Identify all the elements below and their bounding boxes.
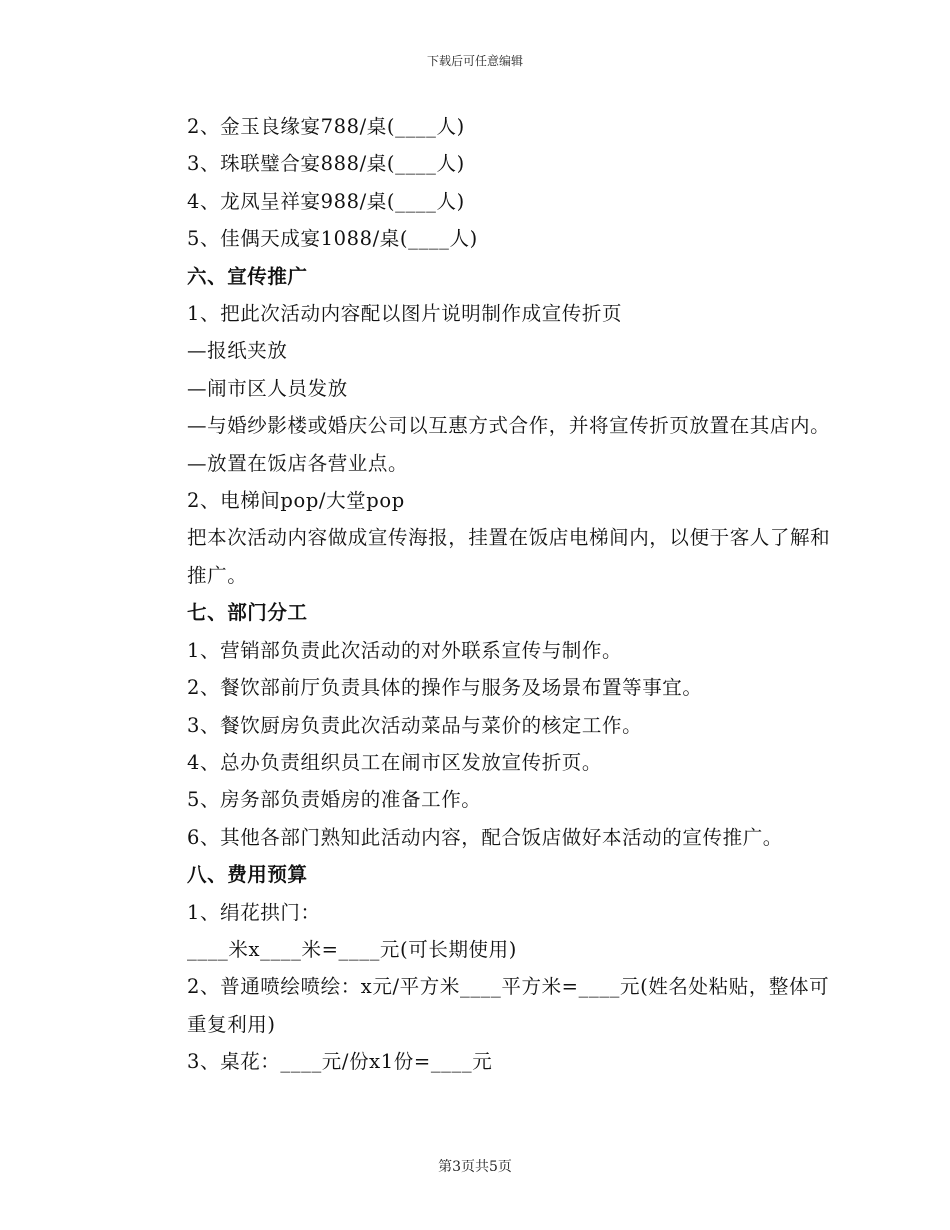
menu-item-line: 4、龙凤呈祥宴988/桌(____人) — [187, 189, 465, 213]
paragraph: —报纸夹放 — [187, 339, 288, 363]
paragraph: —与婚纱影楼或婚庆公司以互惠方式合作，并将宣传折页放置在其店内。 — [187, 414, 831, 438]
paragraph: 1、把此次活动内容配以图片说明制作成宣传折页 — [187, 302, 623, 326]
menu-item-line: 3、珠联璧合宴888/桌(____人) — [187, 152, 465, 176]
section-heading-departments: 七、部门分工 — [187, 601, 308, 625]
section-heading-budget: 八、费用预算 — [187, 863, 308, 887]
menu-item-line: 2、金玉良缘宴788/桌(____人) — [187, 115, 465, 138]
paragraph: 1、绢花拱门： — [187, 900, 321, 924]
paragraph: —放置在饭店各营业点。 — [187, 451, 409, 475]
paragraph: 5、房务部负责婚房的准备工作。 — [187, 788, 482, 812]
paragraph: 2、普通喷绘喷绘：x元/平方米____平方米=____元(姓名处粘贴，整体可重复利用) — [187, 975, 830, 1036]
header-note: 下载后可任意编辑 — [426, 54, 523, 68]
section-heading-promotion: 六、宣传推广 — [187, 264, 308, 288]
paragraph: 把本次活动内容做成宣传海报，挂置在饭店电梯间内，以便于客人了解和推广。 — [187, 526, 831, 587]
paragraph: 4、总办负责组织员工在闹市区发放宣传折页。 — [187, 750, 603, 774]
paragraph: 3、桌花：____元/份x1份=____元 — [187, 1050, 493, 1074]
paragraph: 1、营销部负责此次活动的对外联系宣传与制作。 — [187, 638, 623, 662]
paragraph: 2、餐饮部前厅负责具体的操作与服务及场景布置等事宜。 — [187, 676, 703, 700]
paragraph: 6、其他各部门熟知此活动内容，配合饭店做好本活动的宣传推广。 — [187, 825, 783, 849]
paragraph: ____米x____米=____元(可长期使用) — [187, 937, 517, 961]
paragraph: 2、电梯间pop/大堂pop — [187, 489, 405, 513]
paragraph: 3、餐饮厨房负责此次活动菜品与菜价的核定工作。 — [187, 713, 643, 737]
menu-item-line: 5、佳偶天成宴1088/桌(____人) — [187, 227, 478, 251]
document-body — [142, 108, 842, 1081]
page-number: 第3页共5页 — [438, 1159, 512, 1175]
paragraph: —闹市区人员发放 — [187, 376, 348, 400]
